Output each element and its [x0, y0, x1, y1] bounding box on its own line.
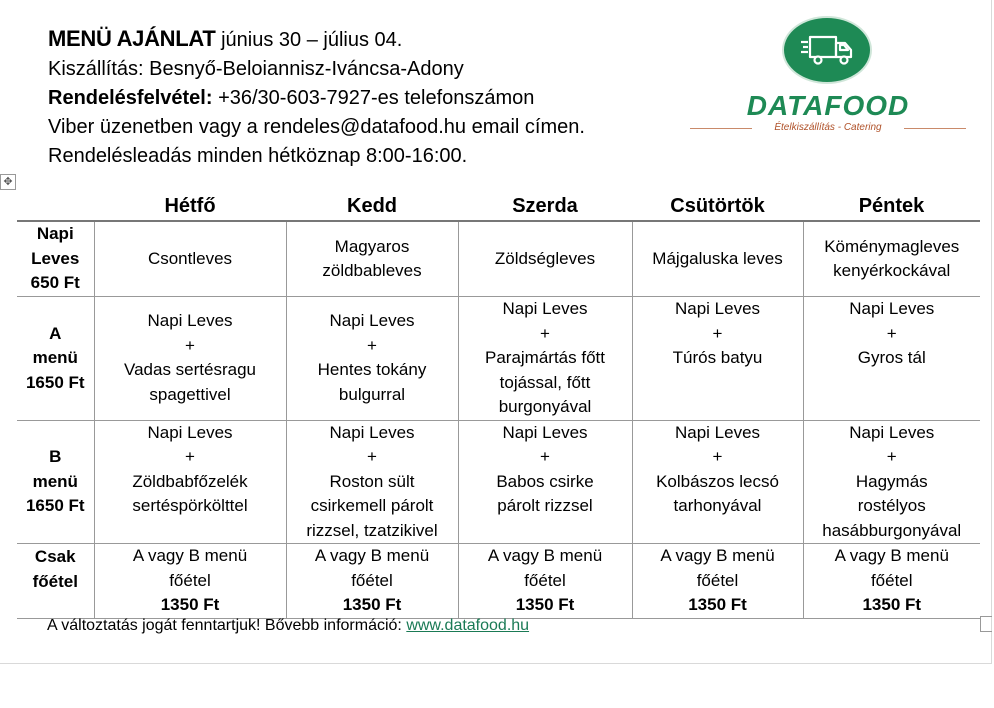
price-label: 1350 Ft	[515, 595, 575, 614]
dish-line: +	[886, 447, 897, 466]
cell-main-friday	[803, 544, 980, 619]
dish-line: hasábburgonyával	[822, 520, 962, 540]
dish-line: +	[712, 447, 723, 466]
price-label: 1350 Ft	[862, 595, 922, 614]
price-label: 1350 Ft	[160, 595, 220, 614]
day-tuesday: Kedd	[286, 193, 458, 221]
table-row-menu-b	[17, 420, 980, 544]
delivery-area: Kiszállítás: Besnyő-Beloiannisz-Iváncsa-Adony	[48, 58, 464, 80]
day-header-row	[17, 193, 980, 221]
dish-line: főétel	[351, 570, 393, 590]
footer-note	[47, 617, 529, 635]
label-price: 650 Ft	[30, 273, 80, 293]
dish-line: Napi Leves	[849, 299, 935, 318]
order-hours: Rendelésleadás minden hétköznap 8:00-16:00.	[48, 145, 468, 167]
dish-line: sertéspörkölttel	[132, 496, 248, 515]
delivery-truck-icon	[800, 32, 856, 68]
label-line: menü	[32, 471, 78, 491]
cell-menu-b-friday	[803, 420, 980, 544]
dish-line: Napi Leves	[147, 422, 233, 442]
label-line: Leves	[31, 248, 80, 268]
dish-line: párolt rizzsel	[497, 496, 593, 515]
dish-line: +	[886, 323, 897, 343]
logo-wordmark: DATAFOOD	[746, 90, 910, 121]
cell-main-thursday	[632, 544, 803, 619]
dish-line: Napi Leves	[502, 299, 588, 318]
dish-line: Hentes tokány	[317, 360, 427, 380]
cell-menu-a-wednesday	[458, 297, 632, 421]
dish-line: Zöldbabfőzelék	[132, 471, 248, 491]
datafood-logo	[690, 16, 966, 136]
corner-cell	[17, 193, 94, 221]
table-row-menu-a	[17, 297, 980, 421]
cell-main-wednesday	[458, 544, 632, 619]
logo-badge	[782, 16, 872, 84]
dish-line: Túrós batyu	[672, 348, 763, 367]
dish-line: Parajmártás főtt	[485, 348, 605, 367]
label-line: Csak	[34, 547, 76, 566]
dish-line: csirkemell párolt	[310, 496, 434, 515]
dish-line: burgonyával	[498, 397, 592, 416]
label-price: 1650 Ft	[25, 496, 85, 515]
dish-line: rostélyos	[857, 496, 926, 515]
dish-line: Napi Leves	[502, 422, 588, 442]
dish-line: rizzsel, tzatzikivel	[306, 520, 438, 540]
dish-line: tojással, főtt	[499, 372, 591, 392]
cell-soup-tuesday	[286, 221, 458, 297]
dish-line: +	[367, 335, 377, 355]
table-move-handle-icon[interactable]: ✥	[0, 174, 16, 190]
dish-line: Napi Leves	[674, 299, 761, 318]
dish-line: Hagymás	[855, 471, 928, 491]
dish-line: Köménymagleves	[824, 236, 960, 256]
dish-line: +	[367, 447, 377, 466]
order-phone: +36/30-603-7927-es telefonszámon	[212, 87, 535, 109]
cell-main-tuesday	[286, 544, 458, 619]
cell-main-monday	[94, 544, 286, 619]
price-label: 1350 Ft	[342, 595, 402, 614]
cell-menu-b-wednesday	[458, 420, 632, 544]
row-label-soup	[17, 221, 94, 297]
cell-soup-friday	[803, 221, 980, 297]
dish-line: Napi Leves	[329, 422, 415, 442]
dish-line: Napi Leves	[674, 422, 761, 442]
dish-line: Májgaluska leves	[652, 248, 783, 268]
dish-line: bulgurral	[338, 384, 406, 404]
day-wednesday: Szerda	[458, 193, 632, 221]
dish-line: A vagy B menü	[314, 546, 430, 565]
dish-line: főétel	[696, 570, 739, 590]
label-line: A	[49, 323, 62, 343]
dish-line: zöldbableves	[322, 261, 422, 280]
dish-line: A vagy B menü	[487, 546, 603, 565]
dish-line: Roston sült	[329, 471, 415, 491]
cell-menu-b-tuesday	[286, 420, 458, 544]
cell-soup-wednesday	[458, 221, 632, 297]
dish-line: Gyros tál	[857, 348, 926, 367]
dish-line: Csontleves	[147, 248, 233, 268]
cell-menu-a-monday	[94, 297, 286, 421]
dish-line: +	[185, 335, 195, 355]
label-line: Napi	[36, 224, 74, 244]
order-label: Rendelésfelvétel:	[48, 87, 213, 109]
dish-line: spagettivel	[149, 384, 231, 404]
dish-line: Napi Leves	[849, 422, 935, 442]
dish-line: Kolbászos lecsó	[656, 471, 779, 491]
cell-menu-a-thursday	[632, 297, 803, 421]
dish-line: A vagy B menü	[132, 546, 248, 565]
cell-menu-a-tuesday	[286, 297, 458, 421]
weekly-menu-table	[17, 193, 980, 619]
cell-soup-thursday	[632, 221, 803, 297]
dish-line: főétel	[169, 570, 211, 590]
table-row-main-only	[17, 544, 980, 619]
dish-line: Napi Leves	[147, 311, 233, 331]
dish-line: +	[712, 323, 723, 343]
title-line	[48, 24, 585, 55]
label-line: B	[49, 447, 62, 466]
dish-line: +	[540, 447, 550, 466]
dish-line: főétel	[870, 570, 913, 590]
dish-line: Napi Leves	[329, 311, 415, 331]
table-row-soup	[17, 221, 980, 297]
day-thursday: Csütörtök	[632, 193, 803, 221]
menu-header	[48, 24, 585, 171]
cell-menu-b-thursday	[632, 420, 803, 544]
table-resize-handle[interactable]	[980, 616, 992, 632]
dish-line: kenyérkockával	[833, 261, 951, 280]
viber-email-line: Viber üzenetben vagy a rendeles@datafood.hu email címen.	[48, 116, 585, 138]
website-link[interactable]: www.datafood.hu	[406, 617, 530, 634]
dish-line: tarhonyával	[673, 496, 762, 515]
dish-line: Babos csirke	[496, 471, 594, 491]
order-line	[48, 84, 585, 113]
label-line: menü	[32, 348, 78, 367]
dish-line: Zöldségleves	[494, 248, 596, 268]
dish-line: Magyaros	[334, 236, 410, 256]
menu-title: MENÜ AJÁNLAT	[48, 26, 216, 51]
price-label: 1350 Ft	[688, 595, 747, 614]
dish-line: főétel	[524, 570, 566, 590]
row-label-menu-b	[17, 420, 94, 544]
cell-menu-b-monday	[94, 420, 286, 544]
date-range: június 30 – július 04.	[221, 29, 403, 51]
row-label-main-only	[17, 544, 94, 619]
cell-menu-a-friday	[803, 297, 980, 421]
dish-line: Vadas sertésragu	[124, 360, 256, 380]
label-line: főétel	[32, 571, 78, 591]
dish-line: A vagy B menü	[834, 546, 949, 565]
logo-tagline: Ételkiszállítás - Catering	[774, 122, 882, 133]
label-price: 1650 Ft	[25, 372, 85, 392]
day-monday: Hétfő	[94, 193, 286, 221]
dish-line: +	[540, 323, 550, 343]
day-friday: Péntek	[803, 193, 980, 221]
row-label-menu-a	[17, 297, 94, 421]
cell-soup-monday	[94, 221, 286, 297]
dish-line: A vagy B menü	[660, 546, 775, 565]
footer-text: A változtatás jogát fenntartjuk! Bővebb információ:	[47, 617, 407, 634]
dish-line: +	[185, 447, 195, 466]
logo-divider-right	[904, 128, 966, 129]
